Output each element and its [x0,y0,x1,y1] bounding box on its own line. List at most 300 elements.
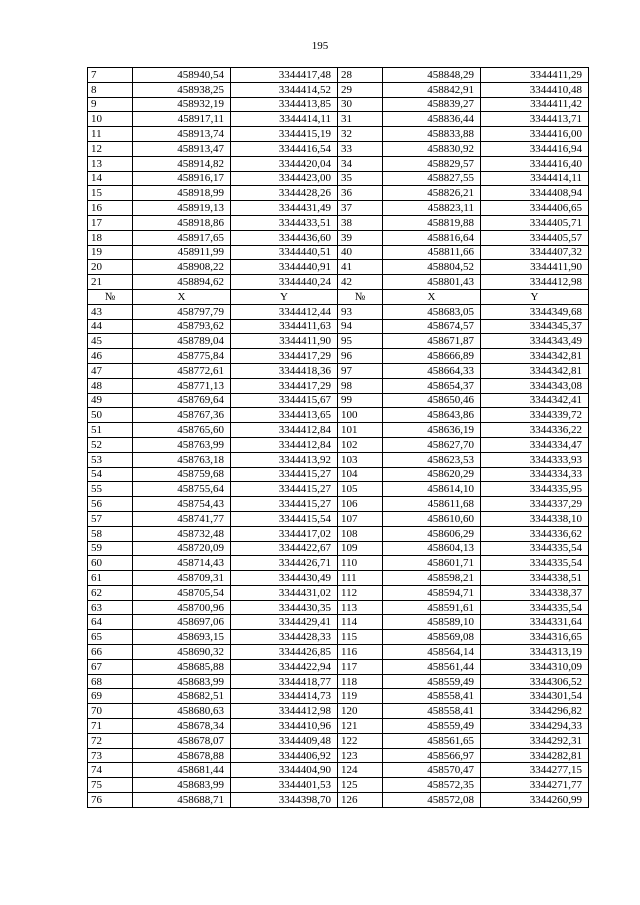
table-row [88,719,589,734]
y-coordinate-cell: 3344429,41 [231,615,338,630]
point-number-cell: 57 [88,511,133,526]
point-number-cell: 105 [338,482,383,497]
page-number: 195 [311,40,329,52]
x-coordinate-cell: 458714,43 [133,556,231,571]
x-coordinate-cell: 458623,53 [383,452,481,467]
table-row [88,334,589,349]
table-row [88,467,589,482]
point-number-cell: 40 [338,245,383,260]
point-number-cell: 115 [338,630,383,645]
point-number-cell: 38 [338,215,383,230]
x-coordinate-cell: 458829,57 [383,156,481,171]
x-coordinate-cell: 458678,07 [133,733,231,748]
x-coordinate-cell: 458919,13 [133,201,231,216]
table-row [88,659,589,674]
y-coordinate-cell: 3344292,31 [481,733,589,748]
point-number-cell: 120 [338,704,383,719]
y-coordinate-cell: 3344335,95 [481,482,589,497]
y-coordinate-cell: 3344294,33 [481,719,589,734]
x-coordinate-cell: 458683,99 [133,778,231,793]
table-row [88,452,589,467]
table-row [88,319,589,334]
x-coordinate-cell: 458678,88 [133,748,231,763]
y-coordinate-cell: 3344404,90 [231,763,338,778]
y-coordinate-cell: 3344296,82 [481,704,589,719]
x-coordinate-cell: 458894,62 [133,275,231,290]
point-number-cell: 61 [88,571,133,586]
column-header: Y [481,289,589,304]
x-coordinate-cell: 458604,13 [383,541,481,556]
x-coordinate-cell: 458700,96 [133,600,231,615]
point-number-cell: 15 [88,186,133,201]
point-number-cell: 52 [88,437,133,452]
point-number-cell: 97 [338,363,383,378]
x-coordinate-cell: 458614,10 [383,482,481,497]
y-coordinate-cell: 3344416,40 [481,156,589,171]
table-row [88,689,589,704]
y-coordinate-cell: 3344426,71 [231,556,338,571]
point-number-cell: 12 [88,141,133,156]
point-number-cell: 117 [338,659,383,674]
x-coordinate-cell: 458767,36 [133,408,231,423]
x-coordinate-cell: 458685,88 [133,659,231,674]
point-number-cell: 10 [88,112,133,127]
point-number-cell: 20 [88,260,133,275]
y-coordinate-cell: 3344333,93 [481,452,589,467]
point-number-cell: 37 [338,201,383,216]
x-coordinate-cell: 458908,22 [133,260,231,275]
y-coordinate-cell: 3344417,02 [231,526,338,541]
x-coordinate-cell: 458688,71 [133,793,231,808]
x-coordinate-cell: 458683,05 [383,304,481,319]
y-coordinate-cell: 3344306,52 [481,674,589,689]
y-coordinate-cell: 3344338,10 [481,511,589,526]
table-row [88,260,589,275]
x-coordinate-cell: 458775,84 [133,349,231,364]
table-row [88,112,589,127]
y-coordinate-cell: 3344413,85 [231,97,338,112]
point-number-cell: 9 [88,97,133,112]
y-coordinate-cell: 3344260,99 [481,793,589,808]
y-coordinate-cell: 3344405,71 [481,215,589,230]
x-coordinate-cell: 458594,71 [383,585,481,600]
x-coordinate-cell: 458690,32 [133,645,231,660]
y-coordinate-cell: 3344342,81 [481,363,589,378]
x-coordinate-cell: 458681,44 [133,763,231,778]
point-number-cell: 50 [88,408,133,423]
column-header: X [383,289,481,304]
x-coordinate-cell: 458804,52 [383,260,481,275]
x-coordinate-cell: 458797,79 [133,304,231,319]
x-coordinate-cell: 458693,15 [133,630,231,645]
x-coordinate-cell: 458830,92 [383,141,481,156]
y-coordinate-cell: 3344440,91 [231,260,338,275]
x-coordinate-cell: 458650,46 [383,393,481,408]
x-coordinate-cell: 458842,91 [383,82,481,97]
x-coordinate-cell: 458611,68 [383,497,481,512]
point-number-cell: 93 [338,304,383,319]
x-coordinate-cell: 458558,41 [383,689,481,704]
x-coordinate-cell: 458932,19 [133,97,231,112]
point-number-cell: 43 [88,304,133,319]
point-number-cell: 109 [338,541,383,556]
y-coordinate-cell: 3344415,67 [231,393,338,408]
x-coordinate-cell: 458772,61 [133,363,231,378]
column-header: № [88,289,133,304]
point-number-cell: 100 [338,408,383,423]
table-row [88,733,589,748]
point-number-cell: 7 [88,68,133,83]
table-row [88,230,589,245]
table-row [88,171,589,186]
y-coordinate-cell: 3344316,65 [481,630,589,645]
point-number-cell: 47 [88,363,133,378]
table-row [88,674,589,689]
point-number-cell: 104 [338,467,383,482]
x-coordinate-cell: 458636,19 [383,423,481,438]
x-coordinate-cell: 458918,99 [133,186,231,201]
y-coordinate-cell: 3344413,65 [231,408,338,423]
x-coordinate-cell: 458705,54 [133,585,231,600]
table-row [88,793,589,808]
x-coordinate-cell: 458763,18 [133,452,231,467]
x-coordinate-cell: 458759,68 [133,467,231,482]
table-header-row [88,289,589,304]
x-coordinate-cell: 458938,25 [133,82,231,97]
x-coordinate-cell: 458827,55 [383,171,481,186]
x-coordinate-cell: 458627,70 [383,437,481,452]
table-row [88,141,589,156]
y-coordinate-cell: 3344430,49 [231,571,338,586]
x-coordinate-cell: 458654,37 [383,378,481,393]
point-number-cell: 102 [338,437,383,452]
x-coordinate-cell: 458620,29 [383,467,481,482]
table-row [88,748,589,763]
y-coordinate-cell: 3344422,94 [231,659,338,674]
point-number-cell: 63 [88,600,133,615]
y-coordinate-cell: 3344431,02 [231,585,338,600]
y-coordinate-cell: 3344417,29 [231,378,338,393]
x-coordinate-cell: 458589,10 [383,615,481,630]
x-coordinate-cell: 458836,44 [383,112,481,127]
y-coordinate-cell: 3344409,48 [231,733,338,748]
x-coordinate-cell: 458741,77 [133,511,231,526]
y-coordinate-cell: 3344430,35 [231,600,338,615]
y-coordinate-cell: 3344415,27 [231,482,338,497]
point-number-cell: 69 [88,689,133,704]
point-number-cell: 71 [88,719,133,734]
x-coordinate-cell: 458643,86 [383,408,481,423]
point-number-cell: 49 [88,393,133,408]
x-coordinate-cell: 458566,97 [383,748,481,763]
y-coordinate-cell: 3344414,52 [231,82,338,97]
point-number-cell: 94 [338,319,383,334]
point-number-cell: 42 [338,275,383,290]
y-coordinate-cell: 3344417,48 [231,68,338,83]
y-coordinate-cell: 3344414,73 [231,689,338,704]
y-coordinate-cell: 3344416,54 [231,141,338,156]
x-coordinate-cell: 458765,60 [133,423,231,438]
x-coordinate-cell: 458754,43 [133,497,231,512]
point-number-cell: 17 [88,215,133,230]
y-coordinate-cell: 3344282,81 [481,748,589,763]
point-number-cell: 31 [338,112,383,127]
table-row [88,68,589,83]
table-row [88,215,589,230]
x-coordinate-cell: 458801,43 [383,275,481,290]
point-number-cell: 110 [338,556,383,571]
y-coordinate-cell: 3344301,54 [481,689,589,704]
point-number-cell: 21 [88,275,133,290]
point-number-cell: 95 [338,334,383,349]
y-coordinate-cell: 3344406,92 [231,748,338,763]
y-coordinate-cell: 3344415,27 [231,467,338,482]
x-coordinate-cell: 458732,48 [133,526,231,541]
y-coordinate-cell: 3344343,49 [481,334,589,349]
point-number-cell: 28 [338,68,383,83]
x-coordinate-cell: 458683,99 [133,674,231,689]
y-coordinate-cell: 3344334,33 [481,467,589,482]
x-coordinate-cell: 458666,89 [383,349,481,364]
y-coordinate-cell: 3344336,22 [481,423,589,438]
x-coordinate-cell: 458769,64 [133,393,231,408]
y-coordinate-cell: 3344414,11 [231,112,338,127]
table-row [88,437,589,452]
x-coordinate-cell: 458598,21 [383,571,481,586]
point-number-cell: 16 [88,201,133,216]
point-number-cell: 106 [338,497,383,512]
y-coordinate-cell: 3344413,71 [481,112,589,127]
y-coordinate-cell: 3344334,47 [481,437,589,452]
x-coordinate-cell: 458601,71 [383,556,481,571]
y-coordinate-cell: 3344422,67 [231,541,338,556]
x-coordinate-cell: 458564,14 [383,645,481,660]
point-number-cell: 101 [338,423,383,438]
table-row [88,482,589,497]
x-coordinate-cell: 458917,65 [133,230,231,245]
table-row [88,363,589,378]
point-number-cell: 68 [88,674,133,689]
y-coordinate-cell: 3344410,48 [481,82,589,97]
point-number-cell: 107 [338,511,383,526]
x-coordinate-cell: 458680,63 [133,704,231,719]
x-coordinate-cell: 458561,44 [383,659,481,674]
table-row [88,704,589,719]
point-number-cell: 65 [88,630,133,645]
table-row [88,423,589,438]
x-coordinate-cell: 458569,08 [383,630,481,645]
table-row [88,245,589,260]
point-number-cell: 73 [88,748,133,763]
y-coordinate-cell: 3344413,92 [231,452,338,467]
point-number-cell: 58 [88,526,133,541]
point-number-cell: 46 [88,349,133,364]
table-row [88,571,589,586]
table-row [88,526,589,541]
y-coordinate-cell: 3344405,57 [481,230,589,245]
y-coordinate-cell: 3344407,32 [481,245,589,260]
x-coordinate-cell: 458561,65 [383,733,481,748]
point-number-cell: 39 [338,230,383,245]
y-coordinate-cell: 3344428,26 [231,186,338,201]
y-coordinate-cell: 3344336,62 [481,526,589,541]
y-coordinate-cell: 3344426,85 [231,645,338,660]
y-coordinate-cell: 3344349,68 [481,304,589,319]
point-number-cell: 122 [338,733,383,748]
x-coordinate-cell: 458913,74 [133,127,231,142]
point-number-cell: 124 [338,763,383,778]
point-number-cell: 66 [88,645,133,660]
table-row [88,393,589,408]
y-coordinate-cell: 3344423,00 [231,171,338,186]
x-coordinate-cell: 458940,54 [133,68,231,83]
coordinates-table [87,67,589,808]
point-number-cell: 75 [88,778,133,793]
point-number-cell: 113 [338,600,383,615]
point-number-cell: 54 [88,467,133,482]
x-coordinate-cell: 458664,33 [383,363,481,378]
y-coordinate-cell: 3344342,41 [481,393,589,408]
point-number-cell: 59 [88,541,133,556]
point-number-cell: 60 [88,556,133,571]
table-row [88,778,589,793]
x-coordinate-cell: 458763,99 [133,437,231,452]
y-coordinate-cell: 3344411,90 [481,260,589,275]
point-number-cell: 123 [338,748,383,763]
y-coordinate-cell: 3344412,84 [231,437,338,452]
y-coordinate-cell: 3344412,98 [231,704,338,719]
column-header: № [338,289,383,304]
point-number-cell: 44 [88,319,133,334]
x-coordinate-cell: 458918,86 [133,215,231,230]
table-row [88,585,589,600]
table-row [88,186,589,201]
y-coordinate-cell: 3344436,60 [231,230,338,245]
column-header: X [133,289,231,304]
point-number-cell: 45 [88,334,133,349]
y-coordinate-cell: 3344415,19 [231,127,338,142]
y-coordinate-cell: 3344412,44 [231,304,338,319]
x-coordinate-cell: 458913,47 [133,141,231,156]
point-number-cell: 112 [338,585,383,600]
point-number-cell: 76 [88,793,133,808]
x-coordinate-cell: 458682,51 [133,689,231,704]
y-coordinate-cell: 3344412,98 [481,275,589,290]
table-row [88,378,589,393]
y-coordinate-cell: 3344271,77 [481,778,589,793]
x-coordinate-cell: 458559,49 [383,719,481,734]
x-coordinate-cell: 458916,17 [133,171,231,186]
point-number-cell: 55 [88,482,133,497]
point-number-cell: 11 [88,127,133,142]
point-number-cell: 41 [338,260,383,275]
y-coordinate-cell: 3344428,33 [231,630,338,645]
y-coordinate-cell: 3344342,81 [481,349,589,364]
y-coordinate-cell: 3344310,09 [481,659,589,674]
table-row [88,82,589,97]
point-number-cell: 62 [88,585,133,600]
y-coordinate-cell: 3344277,15 [481,763,589,778]
y-coordinate-cell: 3344416,00 [481,127,589,142]
x-coordinate-cell: 458819,88 [383,215,481,230]
x-coordinate-cell: 458570,47 [383,763,481,778]
x-coordinate-cell: 458572,08 [383,793,481,808]
table-row [88,630,589,645]
x-coordinate-cell: 458811,66 [383,245,481,260]
point-number-cell: 48 [88,378,133,393]
table-row [88,556,589,571]
point-number-cell: 114 [338,615,383,630]
x-coordinate-cell: 458606,29 [383,526,481,541]
y-coordinate-cell: 3344410,96 [231,719,338,734]
x-coordinate-cell: 458697,06 [133,615,231,630]
point-number-cell: 72 [88,733,133,748]
point-number-cell: 74 [88,763,133,778]
y-coordinate-cell: 3344440,51 [231,245,338,260]
x-coordinate-cell: 458793,62 [133,319,231,334]
y-coordinate-cell: 3344412,84 [231,423,338,438]
point-number-cell: 64 [88,615,133,630]
x-coordinate-cell: 458558,41 [383,704,481,719]
y-coordinate-cell: 3344418,77 [231,674,338,689]
y-coordinate-cell: 3344406,65 [481,201,589,216]
y-coordinate-cell: 3344408,94 [481,186,589,201]
point-number-cell: 29 [338,82,383,97]
x-coordinate-cell: 458559,49 [383,674,481,689]
y-coordinate-cell: 3344415,54 [231,511,338,526]
point-number-cell: 30 [338,97,383,112]
table-row [88,511,589,526]
y-coordinate-cell: 3344433,51 [231,215,338,230]
point-number-cell: 36 [338,186,383,201]
y-coordinate-cell: 3344420,04 [231,156,338,171]
x-coordinate-cell: 458572,35 [383,778,481,793]
point-number-cell: 126 [338,793,383,808]
point-number-cell: 98 [338,378,383,393]
y-coordinate-cell: 3344398,70 [231,793,338,808]
point-number-cell: 19 [88,245,133,260]
y-coordinate-cell: 3344416,94 [481,141,589,156]
table-row [88,275,589,290]
x-coordinate-cell: 458671,87 [383,334,481,349]
y-coordinate-cell: 3344411,63 [231,319,338,334]
point-number-cell: 108 [338,526,383,541]
y-coordinate-cell: 3344418,36 [231,363,338,378]
coordinates-table-body [88,68,589,808]
x-coordinate-cell: 458911,99 [133,245,231,260]
table-row [88,600,589,615]
table-row [88,304,589,319]
table-row [88,156,589,171]
point-number-cell: 56 [88,497,133,512]
point-number-cell: 103 [338,452,383,467]
x-coordinate-cell: 458755,64 [133,482,231,497]
y-coordinate-cell: 3344331,64 [481,615,589,630]
x-coordinate-cell: 458591,61 [383,600,481,615]
x-coordinate-cell: 458674,57 [383,319,481,334]
x-coordinate-cell: 458839,27 [383,97,481,112]
y-coordinate-cell: 3344401,53 [231,778,338,793]
point-number-cell: 99 [338,393,383,408]
y-coordinate-cell: 3344417,29 [231,349,338,364]
y-coordinate-cell: 3344415,27 [231,497,338,512]
point-number-cell: 32 [338,127,383,142]
y-coordinate-cell: 3344414,11 [481,171,589,186]
y-coordinate-cell: 3344337,29 [481,497,589,512]
y-coordinate-cell: 3344335,54 [481,541,589,556]
y-coordinate-cell: 3344338,37 [481,585,589,600]
table-row [88,497,589,512]
